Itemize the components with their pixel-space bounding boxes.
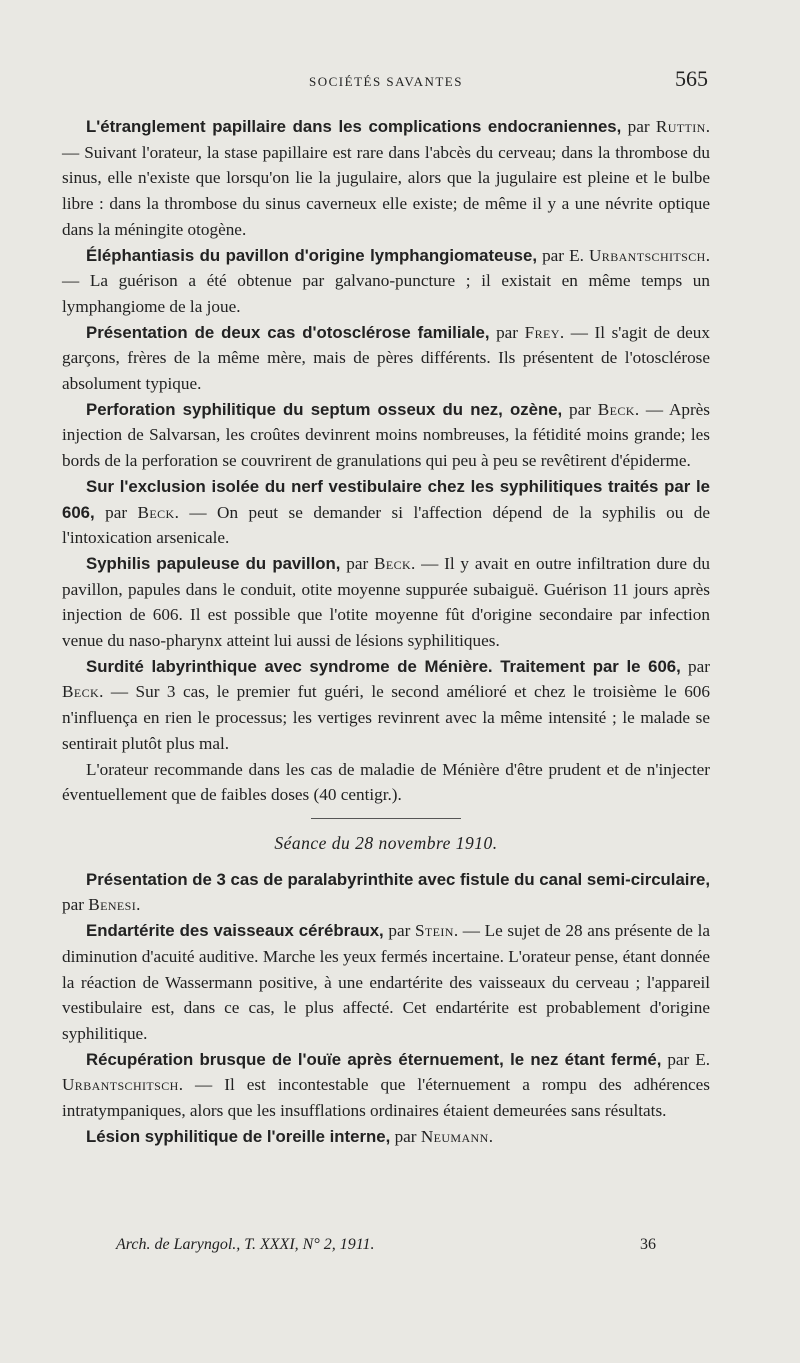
entry-by: par <box>562 399 598 419</box>
running-title: SOCIÉTÉS SAVANTES <box>309 74 463 89</box>
entry-text: . — Il s'agit de deux garçons, frères de la même mère, mais de pères différents. Ils présentent de l'otosclérose absolument typique. <box>62 322 710 394</box>
entry-elephantiasis <box>62 243 710 320</box>
running-head <box>62 62 710 94</box>
entry-title: Sur l'exclusion isolée du nerf vestibulaire chez les syphilitiques traités par le 606, <box>62 476 710 522</box>
entry-author: Beck <box>597 399 635 419</box>
entry-endarteritis <box>62 918 710 1047</box>
journal-citation: Arch. de Laryngol., T. XXXI, N° 2, 1911. <box>116 1236 375 1253</box>
entry-paralabyrinthitis <box>62 867 710 918</box>
entry-title: Lésion syphilitique de l'oreille interne, <box>86 1126 391 1146</box>
entry-inner-ear-syphilis <box>62 1124 710 1150</box>
entry-title: Endartérite des vaisseaux cérébraux, <box>86 921 384 941</box>
entry-title: Surdité labyrinthique avec syndrome de Ménière. Traitement par le 606, <box>86 656 681 676</box>
entry-text: . — Après injection de Salvarsan, les croûtes devinrent moins nombreuses, la fétidité moins grande; les bords de la perforation se couvrirent de granulations qui peu à peu se revêtirent d'épiderme. <box>62 399 710 471</box>
page-footer <box>116 1236 656 1262</box>
entry-title: Éléphantiasis du pavillon d'origine lymphangiomateuse, <box>86 245 537 265</box>
entry-by: par E. <box>661 1049 710 1069</box>
entry-by: par <box>390 1126 421 1146</box>
entry-title: Présentation de 3 cas de paralabyrinthite avec fistule du canal semi-circulaire, <box>86 869 710 889</box>
entry-text: . — On peut se demander si l'affection dépend de la syphilis ou de l'intoxication arsenicale. <box>62 502 710 548</box>
entry-otosclerosis <box>62 320 710 397</box>
entry-author: Neumann <box>420 1126 489 1146</box>
entry-by: par <box>94 502 138 522</box>
signature-mark: 36 <box>640 1236 656 1253</box>
entry-text: . — Le sujet de 28 ans présente de la diminution d'acuité auditive. Marche les yeux fermés incertaine. L'orateur pense, étant donnée la réaction de Wassermann positive, à une endartérite des vaisseaux du cerveau ; l'appareil vestibulaire est, dans ce cas, le plus affecté. Cet endartérite est probablement d'origine syphilitique. <box>62 921 710 1043</box>
entry-author: Beck <box>62 682 100 702</box>
entry-papular-syphilis <box>62 551 710 654</box>
entry-author: Frey <box>524 322 560 342</box>
entry-author: Benesi <box>88 895 137 915</box>
entry-by: par <box>340 553 374 573</box>
entry-by: par E. <box>537 245 589 265</box>
entry-title: Présentation de deux cas d'otosclérose familiale, <box>86 322 490 342</box>
entry-vestibular-nerve <box>62 474 710 551</box>
recommendation-paragraph: L'orateur recommande dans les cas de maladie de Ménière d'être prudent et de n'injecter éventuellement que de faibles doses (40 centigr.). <box>62 759 710 805</box>
entry-author: Urbantschitsch <box>62 1075 179 1095</box>
entry-hearing-recovery <box>62 1047 710 1124</box>
entry-septum-perforation <box>62 397 710 474</box>
entry-labyrinthine-deafness <box>62 654 710 757</box>
entry-by: par <box>383 921 415 941</box>
entry-text: . — Il est incontestable que l'éternuement a rompu des adhérences intratympaniques, alors que les insufflations ordinaires étaient demeurées sans résultats. <box>62 1075 710 1121</box>
entry-title: Syphilis papuleuse du pavillon, <box>86 553 341 573</box>
entry-by: par <box>680 656 711 676</box>
session-heading: Séance du 28 novembre 1910. <box>274 832 498 853</box>
entry-by: par <box>62 895 89 915</box>
entry-papillary-strangulation <box>62 114 710 243</box>
page-number: 565 <box>675 66 708 91</box>
entry-author: Beck <box>137 502 175 522</box>
entry-text: . <box>136 895 141 915</box>
entry-title: Récupération brusque de l'ouïe après éternuement, le nez étant fermé, <box>86 1049 662 1069</box>
entry-text: . — Suivant l'orateur, la stase papillaire est rare dans l'abcès du cerveau; dans la thrombose du sinus, elle n'existe que lorsqu'on lie la jugulaire, alors que la jugulaire est pleine et le bulbe libre : dans la thrombose du sinus caverneux elle existe; de même il y a une névrite optique dans la méningite otogène. <box>62 117 710 239</box>
entry-title: L'étranglement papillaire dans les complications endocraniennes, <box>86 117 622 136</box>
entry-author: Ruttin <box>655 117 706 136</box>
entry-author: Beck <box>373 553 412 573</box>
entry-author: Stein <box>414 921 454 941</box>
entry-author: Urbantschitsch <box>589 245 706 265</box>
entry-by: par <box>489 322 525 342</box>
entry-text: . — La guérison a été obtenue par galvano-puncture ; il existait en même temps un lymphangiome de la joue. <box>62 245 710 316</box>
entry-text: . <box>488 1126 493 1146</box>
entry-title: Perforation syphilitique du septum osseux du nez, ozène, <box>86 399 563 419</box>
section-divider <box>311 818 461 819</box>
main-text <box>62 114 710 1149</box>
entry-text: . — Il y avait en outre infiltration dure du pavillon, papules dans le conduit, otite moyenne suppurée subaiguë. Guérison 11 jours après injection de 606. Il est possible que l'otite moyenne fût d'origine secondaire par infection venue du naso-pharynx atteint lui aussi de lésions syphilitiques. <box>62 553 710 651</box>
entry-by: par <box>621 117 656 136</box>
entry-text: . — Sur 3 cas, le premier fut guéri, le second amélioré et chez le troisième le 606 n'influença en rien le processus; les vertiges revinrent avec la même intensité ; le malade se sentirait plutôt plus mal. <box>62 682 710 753</box>
